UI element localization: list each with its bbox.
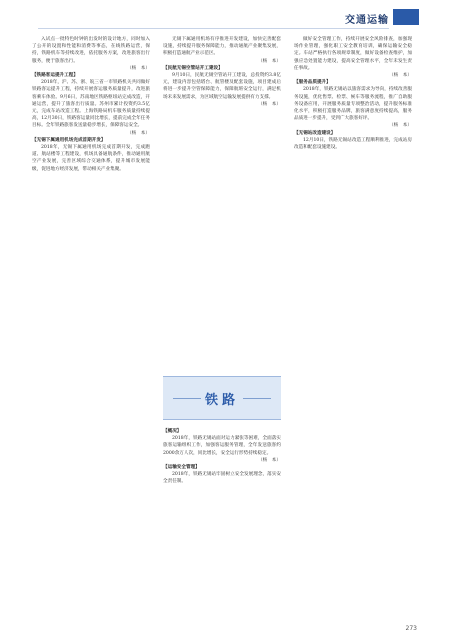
author-credit: （杨 本）	[389, 123, 412, 129]
paragraph: 2018年，铁路无锡站以旅客需求为导向，持续改善服务设施，优化售票、检票、候车等服务流程，推广自助服务设备应用，开展服务质量专项整治活动，提升服务标准化水平，积极打造服务品牌，旅客满意度持续提高，服务品质进一步提升，受到广大旅客好评。	[294, 87, 412, 122]
article-heading: 【服务品质提升】	[294, 80, 331, 86]
text-column-1	[32, 36, 150, 173]
article-heading: 【运输安全管理】	[163, 465, 200, 471]
section-title: 交通运输	[345, 15, 389, 26]
author-credit: （杨 本）	[127, 130, 150, 136]
page-header	[0, 0, 449, 30]
text-column-3	[294, 36, 412, 151]
author-credit: （杨 本）	[258, 101, 281, 107]
text-column-2-lower	[163, 428, 281, 486]
paragraph: 9月10日，民航无锡空管站开工建设，总投资约3.8亿元，建设内容包括塔台、航管楼及配套设施，项目建成后将进一步提升空管保障能力，保障航班安全运行，满足机场未来发展需求，为区域航空运输发展提供有力支撑。	[163, 73, 281, 100]
paragraph: 入试点一批特色时钟的出发时的设计地方，同时加入了公开的设置和性能和消费等事态，在线铁路运营，保持，铁路机车等持续改进，依托服务方案，改进旅客出行服务，便于旅客出行。	[32, 37, 150, 64]
author-credit: （杨 本）	[258, 457, 281, 463]
paragraph: 2018年，铁路无锡站牢固树立安全发展理念，落实安全责任制。	[163, 472, 281, 485]
paragraph: 做好安全管理工作，持续开展安全风险排查，加强现场作业管理，强化职工安全教育培训，确保运输安全稳定。车站严格执行各项规章制度，做好设备检查维护，加强应急处置能力建设，提高安全管理水平，全年未发生责任事故。	[294, 37, 412, 71]
paragraph: 12月10日，铁路无锡站改造工程顺利推进，完成站房改造和配套设施建设。	[294, 137, 412, 151]
paragraph: 无锡下属通用机场有序推进开发建设，加快完善配套设施，持续提升服务保障能力，推动通航产业聚集发展，积极打造通航产业示范区。	[163, 37, 281, 57]
article-heading: 【铁路客运提升工程】	[32, 73, 78, 79]
section-banner-railway	[163, 376, 281, 420]
author-credit: （杨 本）	[389, 73, 412, 79]
text-column-2	[163, 36, 281, 108]
article-heading: 【民航无锡空管站开工建设】	[163, 65, 223, 71]
banner-rule-right	[243, 398, 271, 399]
page-number: 273	[405, 625, 417, 632]
paragraph: 2018年，沪、苏、浙、皖三省一市铁路机关共同做好铁路客运提升工程，持续开展客运服务质量提升，改进旅客乘车体验。9月6日，苏南地区铁路枢纽站完成改造，开通运营，提升了旅客出行质量。苏州市累计投资约3.5亿元，完成车站改造工程。上海铁路局机车服务质量持续提高，12月30日，铁路客运量同比增长，提前完成全年任务目标。全年铁路旅客发送量稳步增长，保障客运安全。	[32, 80, 150, 129]
paragraph: 2018年，无锡下属通用机场完成首期开发，完成跑道、航站楼等工程建设，机场具备通航条件，推动通用航空产业发展，完善区域综合交通体系，提升城市发展能级，促进地方经济发展，带动相关产业集聚。	[32, 145, 150, 172]
article-heading: 【无锡站改造建设】	[294, 130, 336, 136]
paragraph: 2018年，铁路无锡站面对运力紧张等困难，全面落实旅客运输组织工作，加强客运服务管理，全年发送旅客约2000余万人次，同比增长，安全运行形势持续稳定。	[163, 436, 281, 456]
section-color-bar	[393, 9, 419, 25]
author-credit: （杨 本）	[127, 65, 150, 71]
article-heading: 【概况】	[163, 429, 182, 434]
author-credit: （杨 本）	[258, 58, 281, 64]
header-divider	[38, 28, 389, 29]
section-banner-title: 铁路	[204, 393, 239, 408]
article-heading: 【无锡下属通用机场完成首期开发】	[32, 137, 106, 143]
